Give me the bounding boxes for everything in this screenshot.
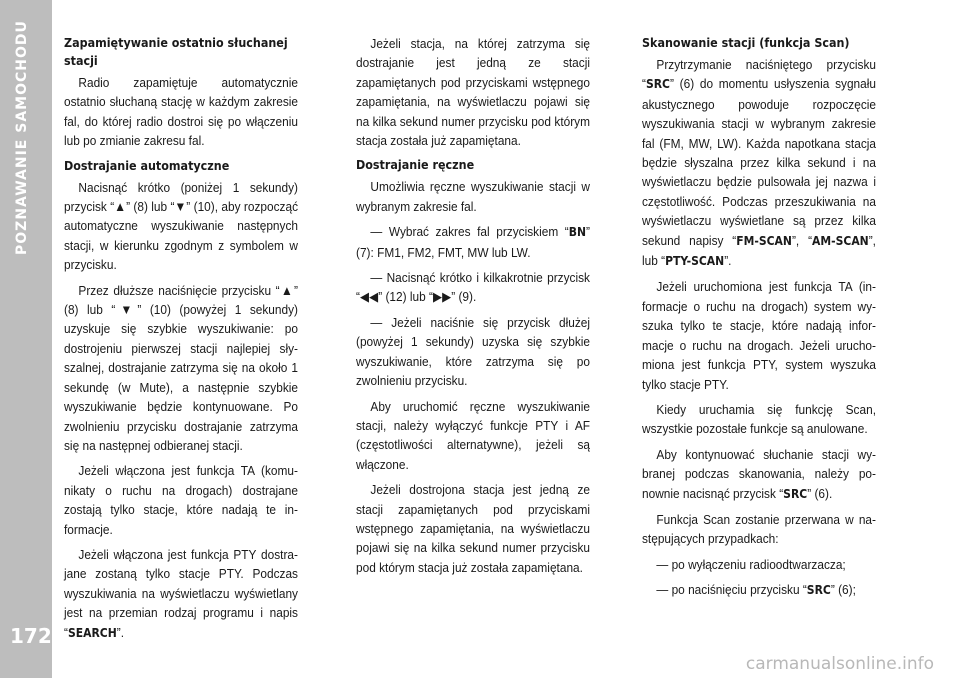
paragraph: — Jeżeli naciśnie się przycisk dłużej (powyżej 1 sekundy) uzyska się szybkie wyszukiwanie, które zatrzyma się po zwolnieniu przycisku.	[356, 314, 590, 389]
paragraph: Przez dłuższe naciśnięcie przycisku “▲” (8) lub “▼” (10) (powyżej 1 sekundy) uzyskuje się szybkie wyszukiwanie: po dostrojeniu pierwszej stacji najlepiej słyszalnej, dostrajanie zatrzyma się na około 1 sekundę (w Mute), a następnie szybkie wyszukiwanie będzie kontynuowane. Po zwolnieniu przycisku dostrajanie zatrzyma się na następnej odbieranej stacji.	[64, 282, 299, 453]
text: — po naciśnięciu przycisku “	[656, 582, 807, 598]
key-label: AM-SCAN	[812, 233, 869, 248]
text: ”, “	[791, 232, 813, 248]
paragraph	[642, 55, 876, 271]
heading-scan: Skanowanie stacji (funkcja Scan)	[642, 35, 850, 50]
heading-manual-tuning: Dostrajanie ręczne	[356, 157, 475, 173]
text: ”, lub “	[642, 232, 876, 269]
paragraph: Jeżeli stacja, na której zatrzyma się dostrajanie jest jedną ze stacji zapamiętanych pod przyciskami wstępnego zapamiętania, na wyświetlaczu pojawi się na kilka sekund numer przycisku pod którym stacja została już zapamiętana.	[356, 36, 590, 149]
sidebar-band	[0, 0, 52, 678]
key-label: SEARCH	[67, 625, 117, 640]
text: Przytrzymanie naciśniętego przycisku “	[642, 57, 876, 92]
key-label: BN	[568, 225, 587, 240]
key-label: SRC	[783, 486, 808, 501]
paragraph: — Nacisnąć krótko i kilkakrotnie przycisk “◀◀” (12) lub “▶▶” (9).	[356, 270, 590, 305]
key-label: SRC	[806, 583, 831, 598]
text: ” (6);	[830, 582, 856, 598]
text: Aby kontynuować słuchanie stacji wybranej podczas skanowania, należy ponownie nacisnąć przycisk “	[642, 446, 876, 501]
paragraph	[64, 545, 298, 643]
text: — Wybrać zakres fal przyciskiem “	[370, 224, 569, 240]
column-2	[356, 34, 590, 583]
text: ” (6).	[807, 485, 833, 501]
paragraph: Nacisnąć krótko (poniżej 1 sekundy) przycisk “▲” (8) lub “▼” (10), aby rozpocząć automatyczne wyszukiwanie następnych stacji, w kierunku zgodnym z symbolem w przycisku.	[64, 179, 299, 273]
key-label: PTY-SCAN	[665, 254, 725, 269]
paragraph: Jeżeli włączona jest funkcja TA (komunikaty o ruchu na drogach) dostrajane zostają tylko stacje, które nadają te informacje.	[64, 463, 298, 537]
column-3	[642, 34, 876, 607]
section-title: POZNAWANIE SAMOCHODU	[14, 20, 30, 255]
text: ”.	[116, 624, 125, 640]
paragraph: Funkcja Scan zostanie przerwana w następujących przypadkach:	[642, 511, 876, 547]
text: ” (7): FM1, FM2, FMT, MW lub LW.	[356, 224, 590, 260]
column-1	[64, 34, 298, 649]
paragraph	[356, 222, 590, 262]
list-item	[642, 580, 876, 600]
paragraph: Umożliwia ręczne wyszukiwanie stacji w wybranym zakresie fal.	[356, 179, 590, 214]
page-number: 172	[10, 624, 52, 648]
paragraph: Jeżeli dostrojona stacja jest jedną ze stacji zapamiętanych pod przyciskami wstępnego zapamiętania, na wyświetlaczu pojawi się na kilka sekund numer przycisku pod którym stacja już została zapamiętana.	[356, 482, 590, 575]
watermark: carmanualsonline.info	[745, 654, 934, 674]
text: Jeżeli włączona jest funkcja PTY dostrajane zostaną tylko stacje PTY. Podczas wyszukiwania na wyświetlaczu wyświetlany jest na przemian rodzaj programu i napis “	[64, 546, 298, 640]
heading-auto-tuning: Dostrajanie automatyczne	[64, 157, 230, 173]
paragraph: Aby uruchomić ręczne wyszukiwanie stacji, należy wyłączyć funkcje PTY i AF (częstotliwości alternatywne), jeżeli są włączone.	[356, 398, 590, 472]
key-label: SRC	[645, 77, 670, 92]
text: ” (6) do momentu usłyszenia sygnału akustycznego powoduje rozpoczęcie wyszukiwania stacji w wybranym zakresie fal (FM, MW, LW). Każda napotkana stacja będzie słyszalna przez kilka sekund i na wyświetlaczu będzie pulsowała jej nazwa i częstotliwość. Podczas przeszukiwania na wyświetlaczu wyświetlane są przez kilka sekund napisy “	[642, 76, 876, 248]
text: ”.	[724, 253, 732, 269]
list-item: — po wyłączeniu radioodtwarzacza;	[656, 556, 846, 572]
paragraph	[642, 445, 876, 504]
key-label: FM-SCAN	[736, 233, 792, 248]
paragraph: Jeżeli uruchomiona jest funkcja TA (informacje o ruchu na drogach) system wyszuka tylko te stacje, które nadają informacje o ruchu na drogach. Jeżeli uruchomiona jest funkcja PTY, system wyszuka tylko stacje PTY.	[642, 279, 876, 392]
paragraph: Kiedy uruchamia się funkcję Scan, wszystkie pozostałe funkcje są anulowane.	[642, 401, 876, 437]
heading-last-station: Zapamiętywanie ostatnio słuchanej stacji	[64, 35, 288, 68]
paragraph: Radio zapamiętuje automatycznie ostatnio słuchaną stację w każdym zakresie fal, do której radio dostroi się po włączeniu lub po zmianie zakresu fal.	[64, 75, 299, 149]
